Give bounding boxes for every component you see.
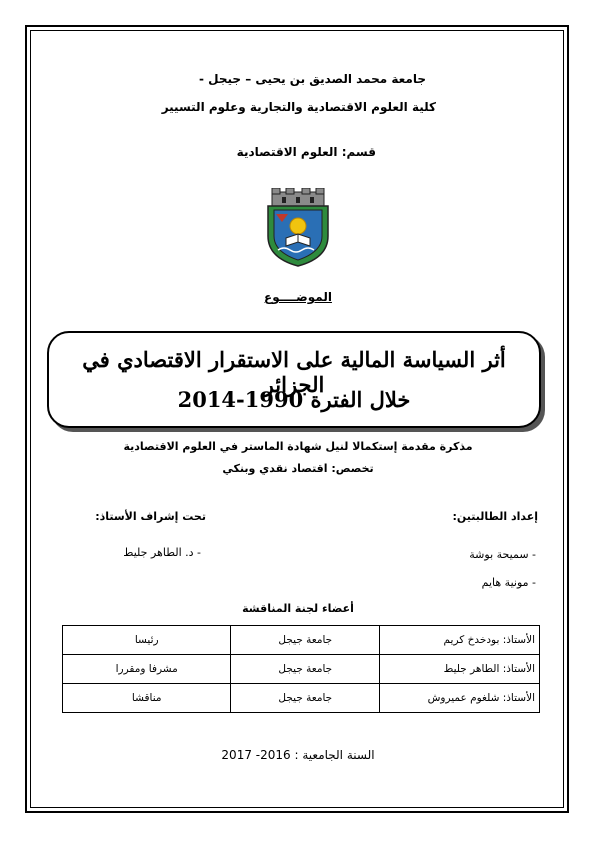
committee-label: أعضاء لجنة المناقشة [242, 602, 354, 615]
member-role: مناقشا [63, 684, 231, 713]
specialization: تخصص: اقتصاد نقدي وبنكي [222, 462, 374, 475]
memo-statement: مذكرة مقدمة إستكمالا لنيل شهادة الماستر في العلوم الاقتصادية [123, 440, 473, 453]
thesis-title-line-1: أثر السياسة المالية على الاستقرار الاقتصادي في الجزائر [82, 347, 506, 397]
student-name: - مونية هايم [481, 576, 536, 589]
title-box [47, 331, 541, 428]
member-university: جامعة جيجل [231, 655, 380, 684]
faculty-name: كلية العلوم الاقتصادية والتجارية وعلوم التسيير [161, 100, 436, 114]
member-name: الأستاذ: شلغوم عميروش [380, 684, 540, 713]
table-row [63, 684, 540, 713]
thesis-title-line-2: خلال الفترة 1990-2014 [177, 387, 411, 412]
member-name: الأستاذ: الطاهر جليط [380, 655, 540, 684]
department-name: قسم: العلوم الاقتصادية [236, 145, 376, 159]
students-label: إعداد الطالبتين: [452, 510, 538, 523]
university-name: جامعة محمد الصديق بن يحيى – جيجل - [198, 72, 426, 86]
member-university: جامعة جيجل [231, 684, 380, 713]
member-university: جامعة جيجل [231, 626, 380, 655]
member-role: مشرفا ومقررا [63, 655, 231, 684]
supervisor-name: - د. الطاهر جليط [123, 546, 201, 559]
academic-year: السنة الجامعية : 2016- 2017 [221, 748, 375, 762]
supervisor-label: تحت إشراف الأستاذ: [95, 510, 206, 523]
university-emblem-icon [258, 188, 338, 268]
member-role: رئيسا [63, 626, 231, 655]
committee-table [62, 625, 540, 713]
member-name: الأستاذ: بودخدخ كريم [380, 626, 540, 655]
subject-label: الموضــــوع [264, 290, 332, 304]
table-row [63, 655, 540, 684]
table-row [63, 626, 540, 655]
student-name: - سميحة بوشة [469, 548, 536, 561]
